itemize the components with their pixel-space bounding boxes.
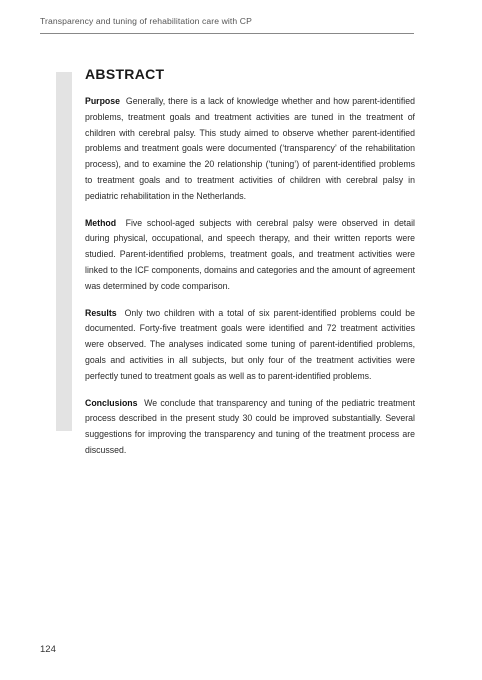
section-label-method: Method [85, 217, 117, 228]
abstract-section-conclusions [85, 396, 415, 459]
abstract-section-purpose [85, 94, 415, 205]
running-header: Transparency and tuning of rehabilitation care with CP [40, 16, 252, 26]
section-text-purpose: Generally, there is a lack of knowledge whether and how parent-identified problems, treatment goals and treatment activities are tuned in the treatment of children with cerebral palsy. This study aimed to observe whether parent-identified problems and treatment goals were documented (‘transparency’ of the rehabilitation process), and to examine the 20 relationship (‘tuning’) of parent-identified problems to treatment goals and to treatment activities of children with cerebral palsy in pediatric rehabilitation in the Netherlands. [85, 96, 415, 201]
abstract-section-method [85, 216, 415, 295]
abstract-section-results [85, 306, 415, 385]
abstract-heading: ABSTRACT [85, 66, 165, 82]
section-text-method: Five school-aged subjects with cerebral palsy were observed in detail during physical, occupational, and speech therapy, and their written reports were studied. Parent-identified problems, treatment goals, and treatment activities were linked to the ICF components, domains and categories and the amount of agreement was determined by code comparison. [85, 217, 415, 291]
page-number: 124 [40, 644, 56, 655]
header-rule [40, 33, 414, 34]
abstract-side-bar [56, 72, 72, 431]
section-text-conclusions: We conclude that transparency and tuning of the pediatric treatment process described in the present study 30 could be improved substantially. Several suggestions for improving the transparency and tuning of the treatment process are discussed. [85, 397, 415, 455]
abstract-body [85, 94, 415, 470]
section-label-results: Results [85, 307, 117, 318]
section-text-results: Only two children with a total of six parent-identified problems could be documented. Forty-five treatment goals were identified and 72 treatment activities were observed. The analyses indicated some tuning of parent-identified problems, goals and activities in all subjects, but only four of the treatment activities were perfectly tuned to treatment goals as well as to parent-identified problems. [85, 307, 415, 381]
section-label-purpose: Purpose [85, 96, 121, 106]
section-label-conclusions: Conclusions [85, 397, 138, 408]
